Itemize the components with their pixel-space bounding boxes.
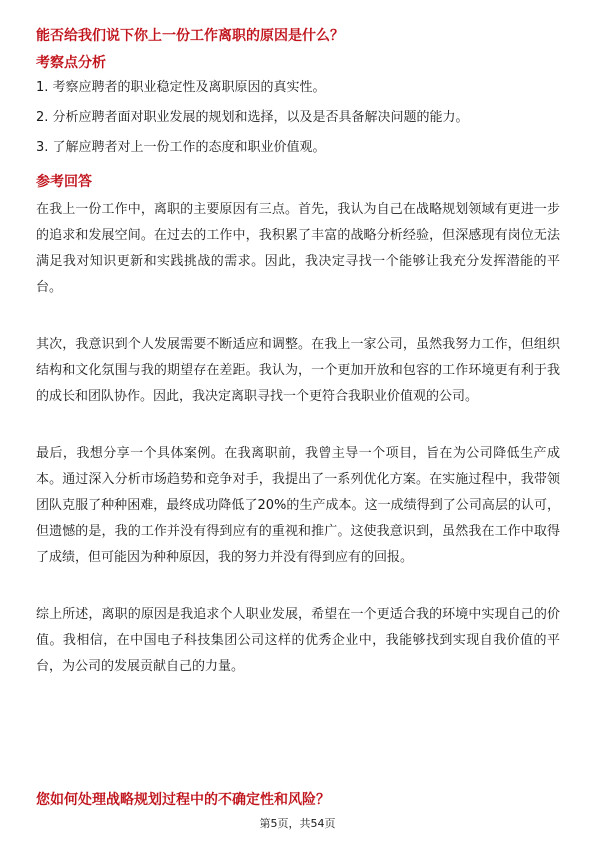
page-number: 第5页，共54页 (259, 817, 336, 830)
question-title: 能否给我们说下你上一份工作离职的原因是什么？ (36, 28, 344, 44)
analysis-point-3: 3. 了解应聘者对上一份工作的态度和职业价值观。 (36, 140, 326, 155)
answer-paragraph-4: 综上所述，离职的原因是我追求个人职业发展，希望在一个更适合我的环境中实现自己的价值。我相信，在中国电子科技集团公司这样的优秀企业中，我能够找到实现自我价值的平台，为公司的发展贡献自己的力量。 (36, 607, 560, 674)
answer-heading: 参考回答 (36, 174, 92, 190)
answer-paragraph-1: 在我上一份工作中，离职的主要原因有三点。首先，我认为自己在战略规划领域有更进一步的追求和发展空间。在过去的工作中，我积累了丰富的战略分析经验，但深感现有岗位无法满足我对知识更新和实践挑战的需求。因此，我决定寻找一个能够让我充分发挥潜能的平台。 (36, 202, 560, 295)
next-question-title: 您如何处理战略规划过程中的不确定性和风险？ (36, 792, 330, 808)
analysis-heading: 考察点分析 (36, 55, 106, 71)
answer-body (36, 197, 560, 711)
analysis-point-1: 1. 考察应聘者的职业稳定性及离职原因的真实性。 (36, 80, 326, 95)
answer-paragraph-2: 其次，我意识到个人发展需要不断适应和调整。在我上一家公司，虽然我努力工作，但组织结构和文化氛围与我的期望存在差距。我认为，一个更加开放和包容的工作环境更有利于我的成长和团队协作。因此，我决定离职寻找一个更符合我职业价值观的公司。 (36, 337, 560, 404)
analysis-point-2: 2. 分析应聘者面对职业发展的规划和选择，以及是否具备解决问题的能力。 (36, 110, 469, 125)
answer-paragraph-3: 最后，我想分享一个具体案例。在我离职前，我曾主导一个项目，旨在为公司降低生产成本。通过深入分析市场趋势和竞争对手，我提出了一系列优化方案。在实施过程中，我带领团队克服了种种困难，最终成功降低了20%的生产成本。这一成绩得到了公司高层的认可，但遗憾的是，我的工作并没有得到应有的重视和推广。这使我意识到，虽然我在工作中取得了成绩，但可能因为种种原因，我的努力并没有得到应有的回报。 (36, 446, 560, 565)
analysis-points-list (36, 78, 566, 168)
